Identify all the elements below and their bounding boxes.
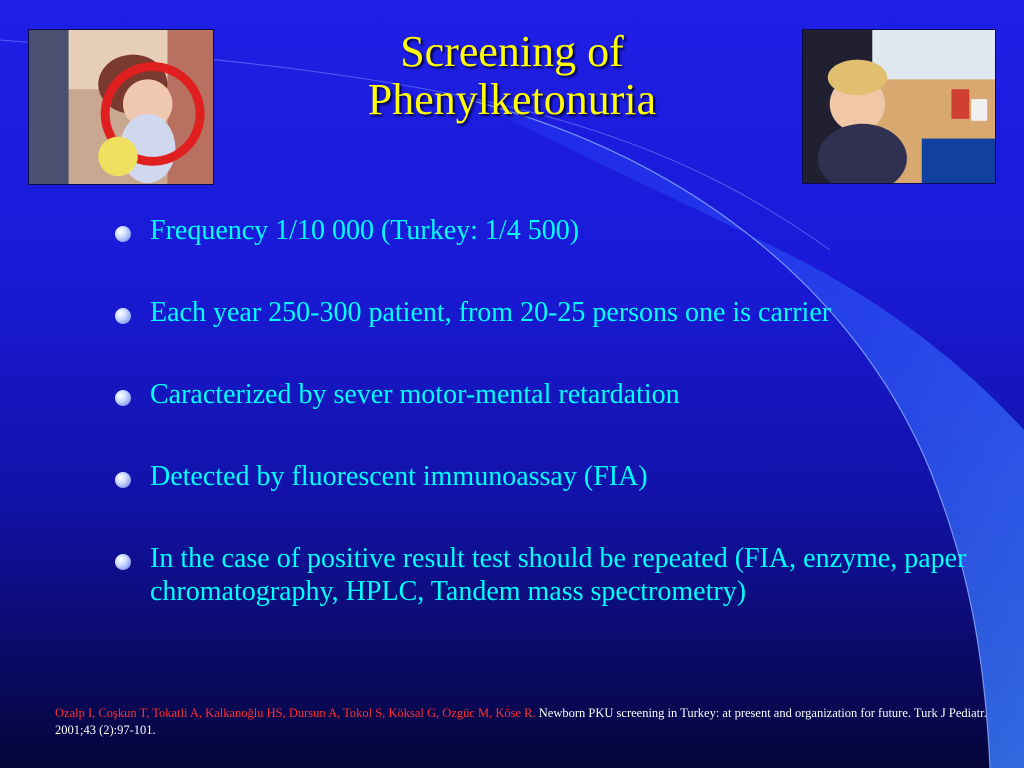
bullet-list <box>112 214 972 657</box>
reference-authors: Ozalp I, Coşkun T, Tokatli A, Kalkanoğlu HS, Dursun A, Tokol S, Köksal G, Ozgüc M, Köse R. <box>55 706 536 720</box>
bullet-dot-icon <box>115 390 131 406</box>
bullet-text: Detected by fluorescent immunoassay (FIA) <box>150 461 648 492</box>
bullet-dot-icon <box>115 472 131 488</box>
bullet-text: In the case of positive result test should be repeated (FIA, enzyme, paper chromatography, HPLC, Tandem mass spectrometry) <box>150 543 967 607</box>
reference-title: Newborn PKU screening in Turkey: at present and organization for future. Turk J Pediatr. 2001;43 (2):97-101. <box>55 706 987 737</box>
bullet-dot-icon <box>115 308 131 324</box>
bullet-item <box>112 296 972 329</box>
child-with-parent-photo <box>802 29 996 184</box>
title-line-2: Phenylketonuria <box>367 75 657 124</box>
bullet-item <box>112 460 972 493</box>
bullet-text: Caracterized by sever motor-mental retardation <box>150 379 680 410</box>
bullet-item <box>112 214 972 247</box>
reference-citation <box>55 705 990 739</box>
bullet-item <box>112 542 972 608</box>
bullet-dot-icon <box>115 226 131 242</box>
slide-title <box>230 28 794 124</box>
title-line-1: Screening of <box>400 27 624 76</box>
bullet-text: Frequency 1/10 000 (Turkey: 1/4 500) <box>150 215 580 246</box>
child-ball-photo <box>28 29 214 185</box>
bullet-text: Each year 250-300 patient, from 20-25 persons one is carrier <box>150 297 832 328</box>
bullet-dot-icon <box>115 554 131 570</box>
bullet-item <box>112 378 972 411</box>
